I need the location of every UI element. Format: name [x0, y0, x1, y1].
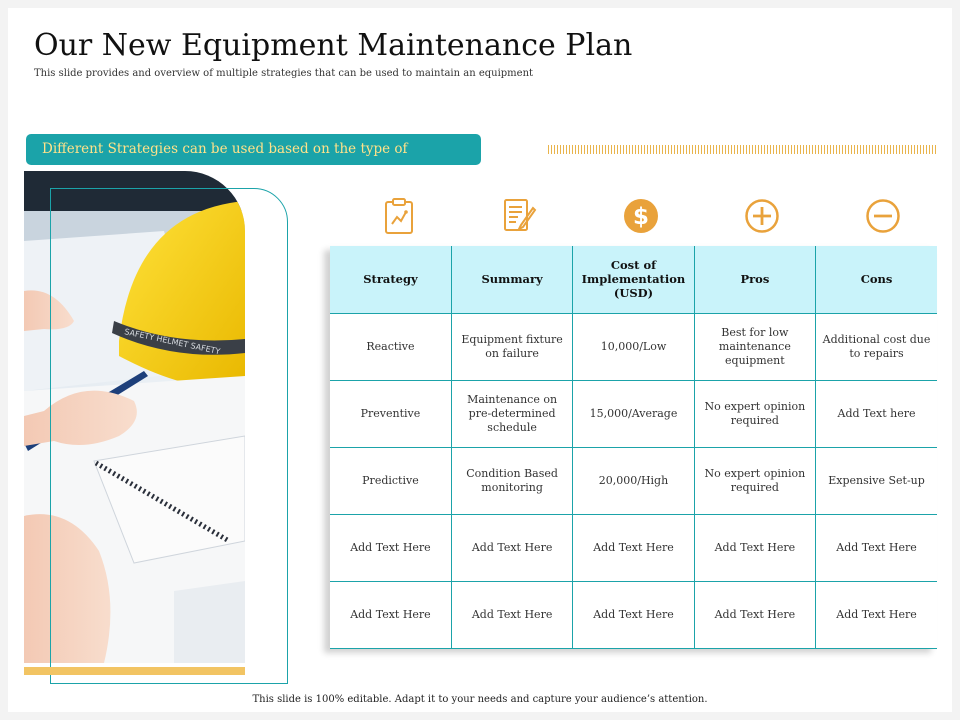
minus-circle-icon [865, 198, 901, 234]
table-cell: 20,000/High [573, 447, 694, 514]
table-cell: Add Text Here [694, 581, 815, 648]
table-cell: Reactive [330, 313, 451, 380]
column-icons [338, 194, 944, 238]
table-cell: Best for low maintenance equipment [694, 313, 815, 380]
table-cell: Add Text here [816, 380, 937, 447]
table-cell: No expert opinion required [694, 380, 815, 447]
table-cell: 10,000/Low [573, 313, 694, 380]
table-cell: Expensive Set-up [816, 447, 937, 514]
table-row [330, 313, 937, 380]
table-cell: Add Text Here [816, 514, 937, 581]
svg-text:SAFETY HELMET SAFETY: SAFETY HELMET SAFETY [123, 327, 222, 357]
table-cell: Equipment fixture on failure [451, 313, 572, 380]
footer-note: This slide is 100% editable. Adapt it to your needs and capture your audience’s attention. [252, 694, 708, 705]
icon-cell-pros [702, 194, 823, 238]
table-cell: Add Text Here [330, 514, 451, 581]
slide [8, 8, 952, 712]
table-row [330, 447, 937, 514]
table-cell: No expert opinion required [694, 447, 815, 514]
table-cell: Add Text Here [816, 581, 937, 648]
header-summary: Summary [451, 246, 572, 313]
decorative-hatch [548, 145, 938, 154]
slide-title: Our New Equipment Maintenance Plan [34, 28, 633, 63]
table-cell: Additional cost due to repairs [816, 313, 937, 380]
table-cell: Add Text Here [451, 581, 572, 648]
plus-circle-icon [744, 198, 780, 234]
strategy-table-container [330, 246, 937, 649]
table-cell: 15,000/Average [573, 380, 694, 447]
svg-text:$: $ [632, 204, 649, 230]
header-cost: Cost of Implementation (USD) [573, 246, 694, 313]
table-cell: Maintenance on pre-determined schedule [451, 380, 572, 447]
icon-cell-strategy [338, 194, 459, 238]
clipboard-chart-icon [384, 197, 414, 235]
icon-cell-summary [459, 194, 580, 238]
dollar-coin-icon [623, 198, 659, 234]
table-cell: Add Text Here [451, 514, 572, 581]
strategy-banner: Different Strategies can be used based on the type of [26, 134, 481, 165]
table-cell: Preventive [330, 380, 451, 447]
table-cell: Add Text Here [573, 581, 694, 648]
icon-cell-cons [823, 194, 944, 238]
table-cell: Condition Based monitoring [451, 447, 572, 514]
header-cons: Cons [816, 246, 937, 313]
icon-cell-cost [580, 194, 701, 238]
header-pros: Pros [694, 246, 815, 313]
table-cell: Add Text Here [330, 581, 451, 648]
table-cell: Add Text Here [694, 514, 815, 581]
table-header-row [330, 246, 937, 313]
header-strategy: Strategy [330, 246, 451, 313]
photo-accent-bar [24, 667, 245, 675]
document-pen-icon [503, 198, 537, 234]
table-cell: Add Text Here [573, 514, 694, 581]
table-cell: Predictive [330, 447, 451, 514]
slide-subtitle: This slide provides and overview of multiple strategies that can be used to maintain an equipment [34, 68, 534, 79]
table-row [330, 514, 937, 581]
table-row [330, 581, 937, 648]
strategy-table [330, 246, 937, 649]
table-row [330, 380, 937, 447]
photo-frame-outline [50, 188, 288, 684]
